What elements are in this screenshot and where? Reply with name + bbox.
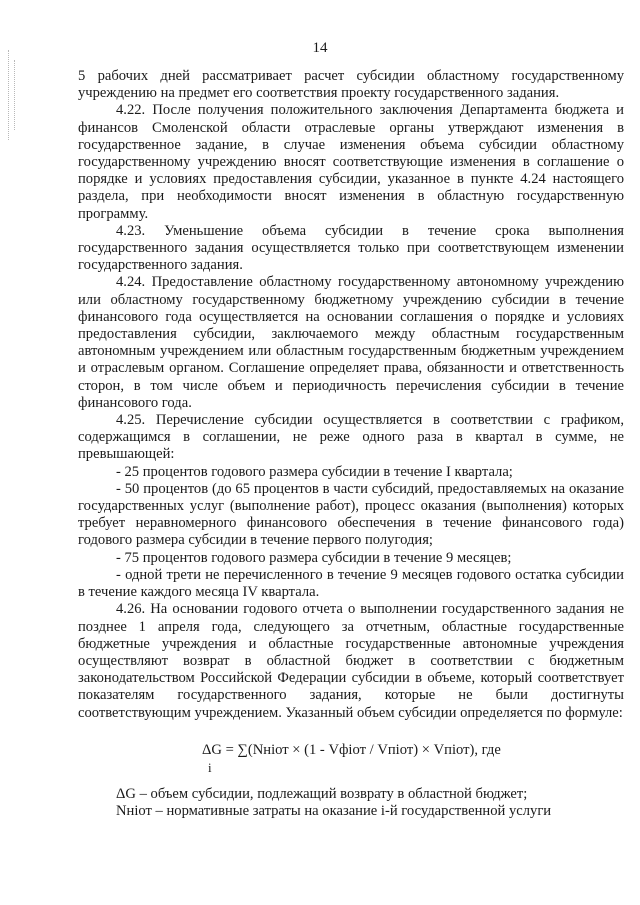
- formula: [78, 742, 624, 776]
- definition: ΔG – объем субсидии, подлежащий возврату в областной бюджет;: [116, 785, 528, 802]
- paragraph: 4.26. На основании годового отчета о выполнении государственного задания не позднее 1 апреля года, следующего за отчетным, областные государственные бюджетные учреждения и областные государственные автономные учреждения осуществляют возврат в областной бюджет в соответствии с бюджетным законодательством Российской Федерации субсидии в объеме, который соответствует показателям государственного задания, которые не были достигнуты соответствующим учреждением. Указанный объем субсидии определяется по формуле:: [78, 601, 624, 721]
- scan-margin-mark: [14, 60, 18, 130]
- definition: Nніот – нормативные затраты на оказание і-й государственной услуги: [116, 802, 552, 819]
- list-item: - одной трети не перечисленного в течение 9 месяцев годового остатка субсидии в течение каждого месяца IV квартала.: [78, 566, 624, 601]
- list-item: - 25 процентов годового размера субсидии в течение I квартала;: [116, 463, 513, 480]
- formula-main: ΔG = ∑(Nніот × (1 - Vфіот / Vпіот) × Vпіот), где: [202, 741, 501, 758]
- list-item: - 50 процентов (до 65 процентов в части субсидий, предоставляемых на оказание государственных услуг (выполнение работ), процесс оказания (выполнения) которых требует неравномерного финансового обеспечения в течение финансового года) годового размера субсидии в течение первого полугодия;: [78, 480, 624, 549]
- paragraph: 4.22. После получения положительного заключения Департамента бюджета и финансов Смоленской области отраслевые органы утверждают изменения в государственное задание, в случае изменения объема субсидии областному государственному учреждению вносят соответствующие изменения в соглашение о порядке и условиях предоставления субсидии, указанное в пункте 4.24 настоящего раздела, при необходимости вносят изменения в областную государственную программу.: [78, 102, 624, 222]
- page-number: 14: [312, 40, 328, 56]
- formula-subscript: i: [208, 759, 212, 775]
- document-body: [78, 68, 624, 820]
- paragraph: 5 рабочих дней рассматривает расчет субсидии областному государственному учреждению на предмет его соответствия проекту государственного задания.: [78, 68, 624, 102]
- paragraph: 4.23. Уменьшение объема субсидии в течение срока выполнения государственного задания осуществляется только при соответствующем изменении государственного задания.: [78, 222, 624, 274]
- scan-margin-mark: [8, 50, 12, 140]
- paragraph: 4.24. Предоставление областному государственному автономному учреждению или областному государственному бюджетному учреждению субсидии в течение финансового года осуществляется на основании соглашения о порядке и условиях предоставления субсидии, заключаемого между областным государственным автономным учреждением или областным государственным бюджетным учреждением и отраслевым органом. Соглашение определяет права, обязанности и ответственность сторон, в том числе объем и периодичность перечисления субсидии в течение финансового года.: [78, 274, 624, 411]
- list-item: - 75 процентов годового размера субсидии в течение 9 месяцев;: [116, 549, 512, 566]
- paragraph: 4.25. Перечисление субсидии осуществляется в соответствии с графиком, содержащимся в соглашении, не реже одного раза в квартал в сумме, не превышающей:: [78, 412, 624, 463]
